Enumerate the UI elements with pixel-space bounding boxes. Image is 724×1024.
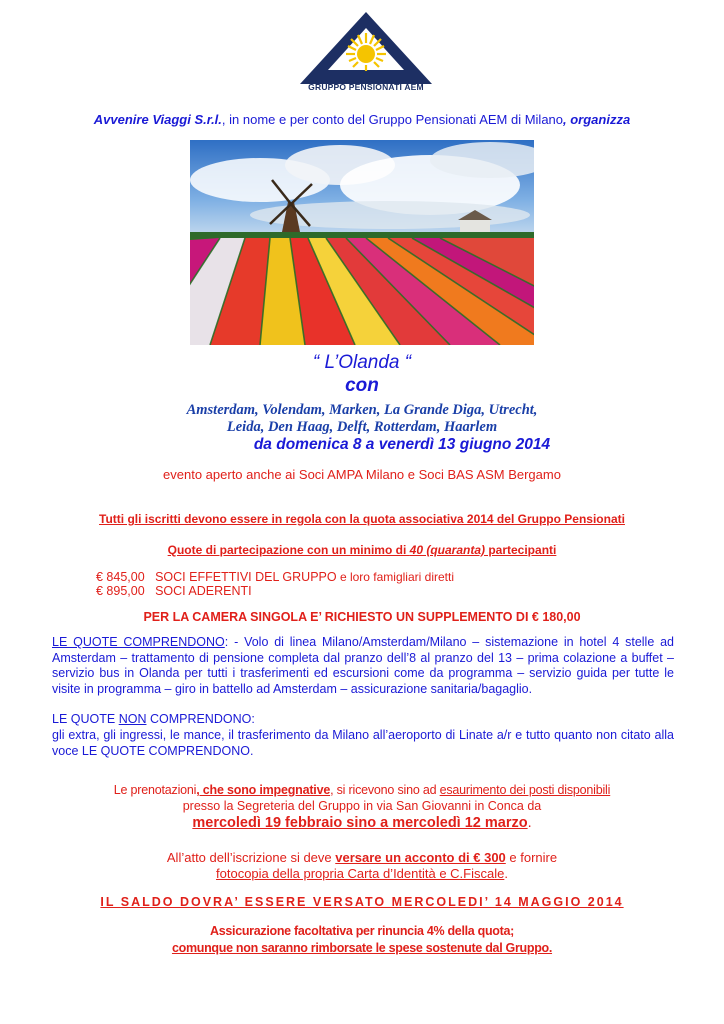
deposit-line-1 [0,850,724,865]
quotes-heading-start: Quote di partecipazione con un minimo di [167,543,410,557]
membership-notice: Tutti gli iscritti devono essere in regola con la quota associativa 2014 del Gruppo Pensionati [99,512,625,526]
booking-line-3 [0,815,724,831]
booking-line-1 [0,783,724,797]
trip-dates: da domenica 8 a venerdì 13 giugno 2014 [253,436,551,453]
balance-notice: IL SALDO DOVRA’ ESSERE VERSATO MERCOLEDI’ 14 MAGGIO 2014 [100,895,624,909]
included-separator: : - [224,635,245,649]
deposit-line-2 [0,866,724,881]
price-label: SOCI EFFETTIVI DEL GRUPPO [155,570,337,584]
excluded-text: gli extra, gli ingressi, le mance, il trasferimento da Milano all’aeroporto di Linate a/r e tutto quanto non citato alla voce LE QUOTE COMPRENDONO. [52,728,674,758]
quotes-heading-end: partecipanti [485,543,557,557]
organizer-line [0,112,724,127]
insurance-line-2: comunque non saranno rimborsate le spese sostenute dal Gruppo. [171,941,553,955]
company-name: Avvenire Viaggi S.r.l. [93,112,222,127]
trip-con: con [345,375,379,396]
deposit-amount: versare un acconto di € 300 [335,850,506,865]
cities-line-2: Leida, Den Haag, Delft, Rotterdam, Haarlem [226,419,498,435]
quotes-heading [0,543,724,557]
single-room-supplement: PER LA CAMERA SINGOLA E’ RICHIESTO UN SUPPLEMENTO DI € 180,00 [143,610,581,624]
logo-text: GRUPPO PENSIONATI AEM [308,82,424,92]
trip-title: “ L’Olanda “ [312,352,412,373]
included-section [52,635,674,697]
booking-b: , che sono impegnative [196,783,331,797]
deposit-end: . [504,866,508,881]
excluded-label-end: COMPRENDONO: [146,712,255,726]
booking-c: , si ricevono sino ad [330,783,440,797]
excluded-label-non: NON [118,712,147,726]
price-amount: € 895,00 [96,584,145,598]
booking-period-end: . [527,815,532,831]
booking-a: Le prenotazioni [113,783,197,797]
price-amount: € 845,00 [96,570,145,584]
excluded-label-start: LE QUOTE [52,712,119,726]
quotes-min-participants: 40 (quaranta) [409,543,485,557]
windmill-tulip-field-photo [190,140,534,345]
open-event-note: evento aperto anche ai Soci AMPA Milano e Soci BAS ASM Bergamo [163,467,561,482]
price-label: SOCI ADERENTI [155,584,252,598]
cities-line-1: Amsterdam, Volendam, Marken, La Grande Diga, Utrecht, [186,402,538,418]
excluded-heading [52,712,674,728]
booking-d: esaurimento dei posti disponibili [439,783,611,797]
sun-mountain-logo-icon [300,10,432,88]
booking-line-2: presso la Segreteria del Gruppo in via San Giovanni in Conca da [182,799,542,813]
price-note: e loro famigliari diretti [336,570,454,584]
price-item [96,570,454,584]
booking-period: mercoledì 19 febbraio sino a mercoledì 12 marzo [192,815,528,831]
organizer-verb: , organizza [563,112,631,127]
deposit-c: e fornire [505,850,558,865]
insurance-line-1: Assicurazione facoltativa per rinuncia 4% della quota; [209,924,515,938]
included-label: LE QUOTE COMPRENDONO [52,635,225,649]
price-item [96,584,252,598]
included-text: Volo di linea Milano/Amsterdam/Milano – sistemazione in hotel 4 stelle ad Amsterdam – trattamento di pensione completa dal pranzo dell’8 al pranzo del 13 – prima colazione a buffet – servizio bus in Olanda per tutti i trasferimenti ed escursioni come da programma – servizio guida per tutte le visite in programma – giro in battello ad Amsterdam – assicurazione sanitaria/bagaglio. [52,635,674,696]
deposit-a: All’atto dell’iscrizione si deve [166,850,336,865]
organizer-middle: , in nome e per conto del Gruppo Pensionati AEM di Milano [221,112,564,127]
deposit-document: fotocopia della propria Carta d’Identità e C.Fiscale [216,866,505,881]
